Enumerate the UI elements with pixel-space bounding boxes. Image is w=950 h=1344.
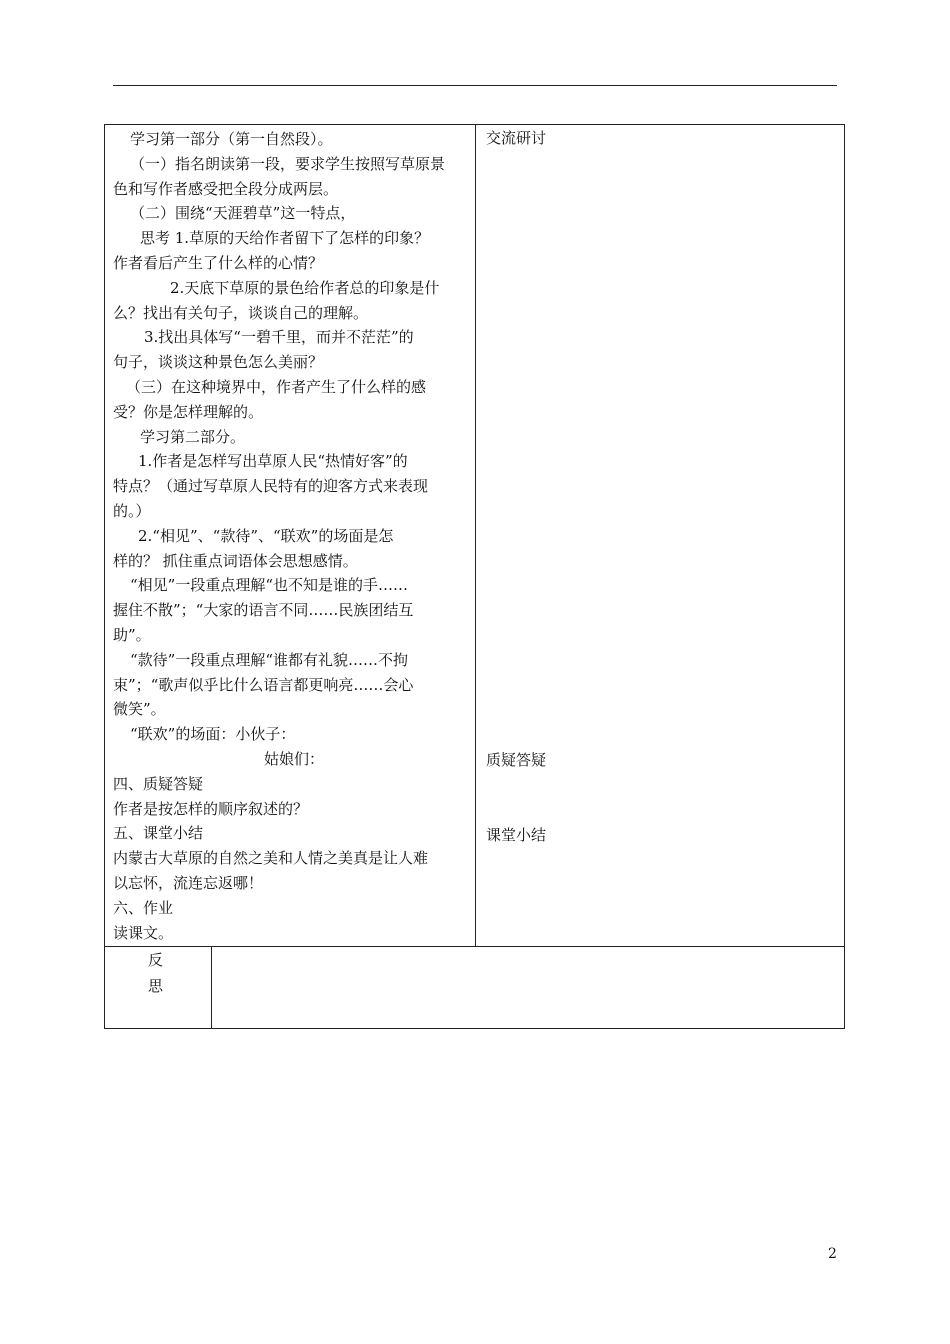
content-line: （一）指名朗读第一段，要求学生按照写草原景 xyxy=(130,154,446,173)
header-rule xyxy=(113,85,837,86)
reflection-divider xyxy=(211,946,212,1029)
content-line: 学习第一部分（第一自然段）。 xyxy=(130,130,333,148)
content-line: （二）围绕“天涯碧草”这一特点， xyxy=(130,204,356,223)
content-line: 学习第二部分。 xyxy=(140,427,246,446)
reflection-label-char-2: 思 xyxy=(148,977,164,995)
content-line: 作者是按怎样的顺序叙述的？ xyxy=(113,799,309,818)
content-line: 么？找出有关句子，谈谈自己的理解。 xyxy=(113,303,369,322)
content-line: 2.“相见”、“款待”、“联欢”的场面是怎 xyxy=(138,526,394,545)
content-line: 思考 1.草原的天给作者留下了怎样的印象？ xyxy=(140,229,430,248)
content-line: 的。） xyxy=(113,501,151,520)
summary-label: 课堂小结 xyxy=(486,826,547,844)
reflection-label-char-1: 反 xyxy=(148,951,164,969)
content-line: 五、课堂小结 xyxy=(113,824,204,843)
content-line: 作者看后产生了什么样的心情？ xyxy=(113,253,324,272)
content-line: 以忘怀，流连忘返哪！ xyxy=(113,873,264,892)
reflection-table xyxy=(104,946,845,1029)
content-line: “联欢”的场面：小伙子： xyxy=(130,725,296,744)
content-line: 样的？ 抓住重点词语体会思想感情。 xyxy=(113,551,358,570)
content-line: 姑娘们： xyxy=(264,749,325,768)
content-line: 六、作业 xyxy=(113,898,174,917)
lesson-content-column xyxy=(113,127,469,945)
content-line: 四、质疑答疑 xyxy=(113,774,204,793)
content-line: 束”；“歌声似乎比什么语言都更响亮……会心 xyxy=(113,675,414,694)
content-line: “款待”一段重点理解“谁都有礼貌……不拘 xyxy=(130,650,409,669)
content-line: 助”。 xyxy=(113,625,151,644)
content-line: 读课文。 xyxy=(113,923,174,942)
content-line: 特点？（通过写草原人民特有的迎客方式来表现 xyxy=(113,477,429,496)
content-line: 2.天底下草原的景色给作者总的印象是什 xyxy=(170,278,440,297)
qa-label: 质疑答疑 xyxy=(486,751,547,769)
content-line: （三）在这种境界中，作者产生了什么样的感 xyxy=(126,377,427,396)
exchange-discussion-label: 交流研讨 xyxy=(486,129,547,147)
content-line: 微笑”。 xyxy=(113,700,166,719)
content-line: 1.作者是怎样写出草原人民“热情好客”的 xyxy=(138,452,408,471)
content-line: 句子，谈谈这种景色怎么美丽？ xyxy=(113,353,324,372)
content-line: “相见”一段重点理解“也不知是谁的手…… xyxy=(130,576,409,595)
column-divider xyxy=(475,124,476,947)
content-line: 色和写作者感受把全段分成两层。 xyxy=(113,179,339,198)
content-line: 内蒙古大草原的自然之美和人情之美真是让人难 xyxy=(113,849,429,868)
page-number: 2 xyxy=(828,1246,837,1262)
content-line: 受？你是怎样理解的。 xyxy=(113,402,264,421)
content-line: 握住不散”；“大家的语言不同……民族团结互 xyxy=(113,601,414,620)
content-line: 3.找出具体写“一碧千里，而并不茫茫”的 xyxy=(144,328,414,347)
